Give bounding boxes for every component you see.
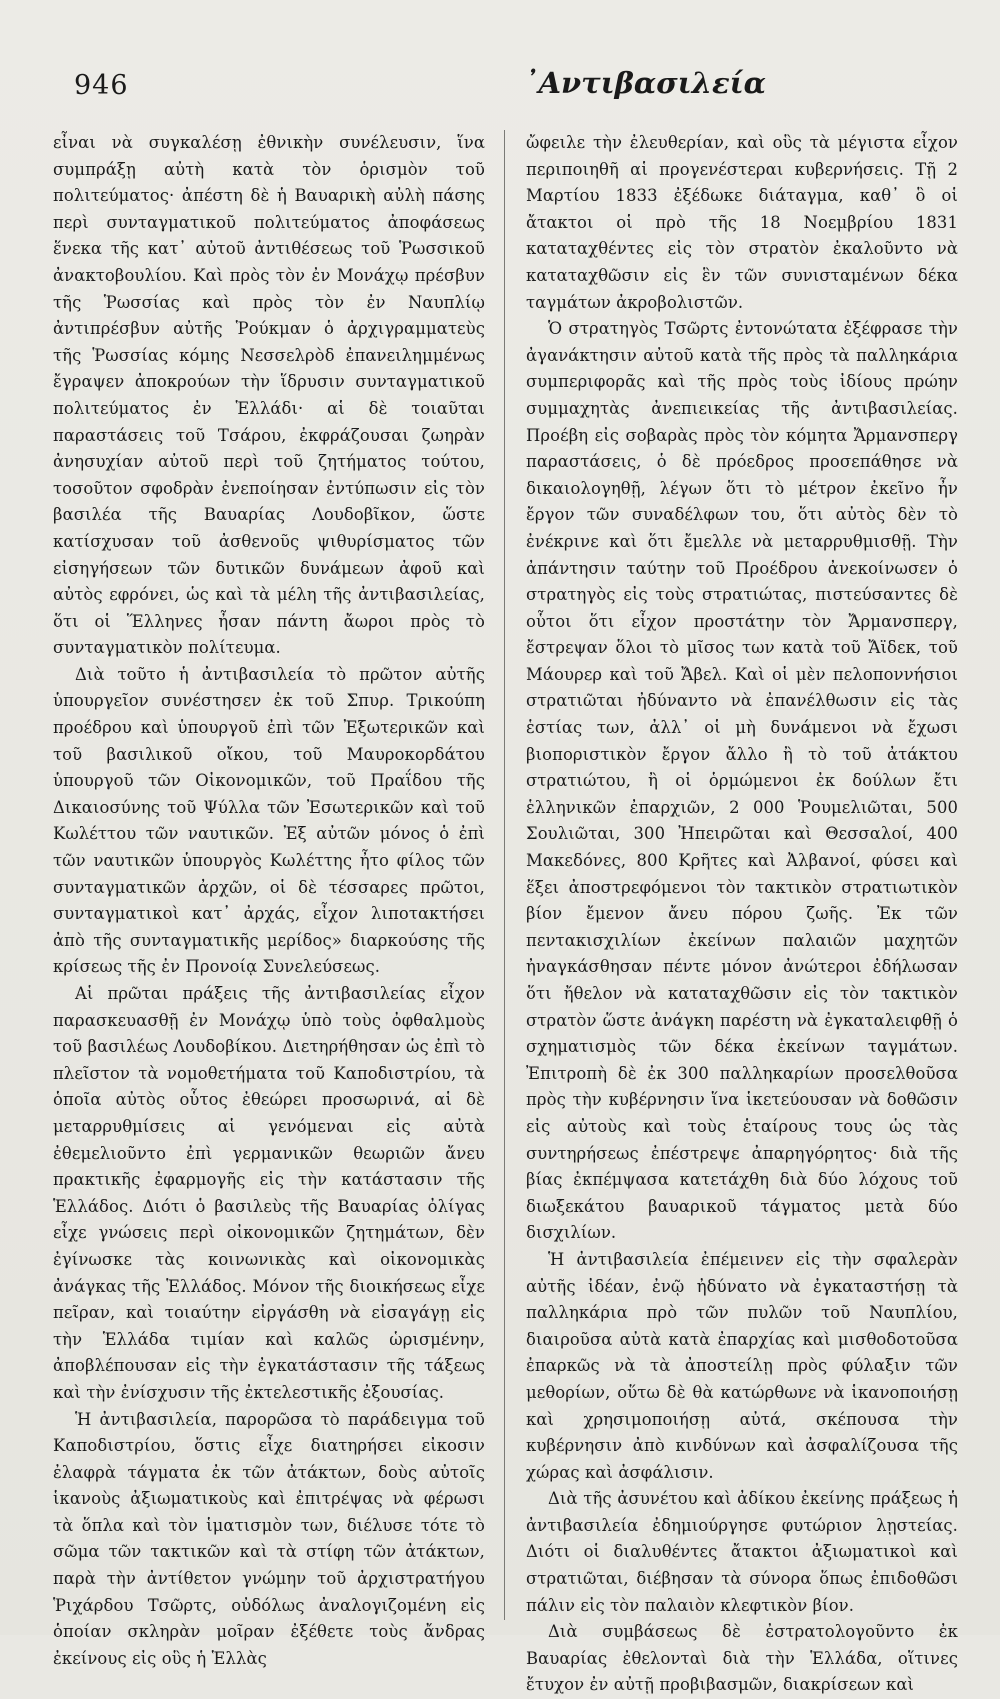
paragraph: Διὰ τῆς ἀσυνέτου καὶ ἀδίκου ἐκείνης πράξεως ἡ ἀντιβασιλεία ἐδημιούργησε φυτώριον λῃστείας. Διότι οἱ διαλυθέντες ἄτακτοι ἀξιωματικοὶ καὶ στρατιῶται, διέβησαν τὰ σύνορα ὅπως ἐπιδοθῶσι πάλιν εἰς τὸν παλαιὸν κλεφτικὸν βίον. [526, 1489, 958, 1615]
left-column [53, 130, 485, 1672]
running-head: ᾿Αντιβασιλεία [524, 66, 766, 100]
text-columns [53, 130, 958, 1695]
paragraph: ὤφειλε τὴν ἐλευθερίαν, καὶ οὓς τὰ μέγιστα εἶχον περιποιηθῆ αἱ προγενέστεραι κυβερνήσεις. Τῇ 2 Μαρτίου 1833 ἐξέδωκε διάταγμα, καθ᾿ ὃ οἱ ἄτακτοι οἱ πρὸ τῆς 18 Νοεμβρίου 1831 καταταχθέντες εἰς τὸν στρατὸν ἐκαλοῦντο νὰ καταταχθῶσιν εἰς ἓν τῶν συνισταμένων δέκα ταγμάτων ἀκροβολιστῶν. [526, 133, 958, 312]
paragraph: Ἡ ἀντιβασιλεία, παρορῶσα τὸ παράδειγμα τοῦ Καποδιστρίου, ὅστις εἶχε διατηρήσει εἰκοσιν ἐλαφρὰ τάγματα ἐκ τῶν ἀτάκτων, δοὺς αὐτοῖς ἱκανοὺς ἀξιωματικοὺς καὶ ἐπιτρέψας νὰ φέρωσι τὰ ὅπλα καὶ τὸν ἱματισμὸν των, διέλυσε τότε τὸ σῶμα τῶν τακτικῶν καὶ τὰ στίφη τῶν ἀτάκτων, παρὰ τὴν ἀντίθετον γνώμην τοῦ ἀρχιστρατήγου Ῥιχάρδου Τσῶρτς, οὐδόλως ἀναλογιζομένη εἰς ὁποίαν σκληρὰν μοῖραν ἐξέθετε τοὺς ἄνδρας ἐκείνους εἰς οὓς ἡ Ἑλλὰς [53, 1409, 485, 1668]
paragraph: Διὰ τοῦτο ἡ ἀντιβασιλεία τὸ πρῶτον αὐτῆς ὑπουργεῖον συνέστησεν ἐκ τοῦ Σπυρ. Τρικούπη προέδρου καὶ ὑπουργοῦ ἐπὶ τῶν Ἐξωτερικῶν καὶ τοῦ βασιλικοῦ οἴκου, τοῦ Μαυροκορδάτου ὑπουργοῦ τῶν Οἰκονομικῶν, τοῦ Πραΐδου τῆς Δικαιοσύνης τοῦ Ψύλλα τῶν Ἐσωτερικῶν καὶ τοῦ Κωλέττου τῶν ναυτικῶν. Ἐξ αὐτῶν μόνος ὁ ἐπὶ τῶν ναυτικῶν ὑπουργὸς Κωλέττης ἦτο φίλος τῶν συνταγματικῶν ἀρχῶν, οἱ δὲ τέσσαρες πρῶτοι, συνταγματικοὶ κατ᾿ ἀρχάς, εἶχον λιποτακτήσει ἀπὸ τῆς συνταγματικῆς μερίδος» διαρκούσης τῆς κρίσεως τῆς ἐν Προνοίᾳ Συνελεύσεως. [53, 664, 485, 977]
paragraph: Ἡ ἀντιβασιλεία ἐπέμεινεν εἰς τὴν σφαλερὰν αὐτῆς ἰδέαν, ἐνῷ ἠδύνατο νὰ ἐγκαταστήσῃ τὰ παλληκάρια πρὸ τῶν πυλῶν τοῦ Ναυπλίου, διαιροῦσα αὐτὰ κατὰ ἐπαρχίας καὶ μισθοδοτοῦσα ἐπαρκῶς νὰ τὰ ἀποστείλῃ πρὸς φύλαξιν τῶν μεθορίων, οὕτω δὲ θὰ κατώρθωνε νὰ ἱκανοποιήσῃ καὶ χρησιμοποιήσῃ αὐτά, σκέπουσα τὴν κυβέρνησιν ἀπὸ κινδύνων καὶ ἀσφαλίζουσα τῆς χώρας καὶ ἀσφάλισιν. [526, 1249, 958, 1482]
column-divider [504, 130, 505, 1620]
paragraph: Αἱ πρῶται πράξεις τῆς ἀντιβασιλείας εἶχον παρασκευασθῇ ἐν Μονάχῳ ὑπὸ τοὺς ὀφθαλμοὺς τοῦ βασιλέως Λουδοβίκου. Διετηρήθησαν ὡς ἐπὶ τὸ πλεῖστον τὰ νομοθετήματα τοῦ Καποδιστρίου, τὰ ὁποῖα αὐτὸς οὗτος ἐθεώρει προσωρινά, αἱ δὲ μεταρρυθμίσεις αἱ γενόμεναι εἰς αὐτὰ ἐθεμελιοῦντο ἐπὶ γερμανικῶν θεωριῶν ἄνευ πρακτικῆς ἐφαρμογῆς εἰς τὴν κατάστασιν τῆς Ἑλλάδος. Διότι ὁ βασιλεὺς τῆς Βαυαρίας ὀλίγας εἶχε γνώσεις περὶ οἰκονομικῶν ζητημάτων, δὲν ἐγίνωσκε τὰς κοινωνικὰς καὶ οἰκονομικὰς ἀνάγκας τῆς Ἑλλάδος. Μόνον τῆς διοικήσεως εἶχε πεῖραν, καὶ τοιαύτην εἰργάσθη νὰ εἰσαγάγῃ εἰς τὴν Ἑλλάδα τιμίαν καὶ καλῶς ὡρισμένην, ἀποβλέπουσαν εἰς τὴν ἐγκατάστασιν τῆς τάξεως καὶ τὴν ἐνίσχυσιν τῆς ἐκτελεστικῆς ἐξουσίας. [53, 984, 485, 1402]
right-column [526, 130, 958, 1699]
paragraph: εἶναι νὰ συγκαλέσῃ ἐθνικὴν συνέλευσιν, ἵνα συμπράξῃ αὐτὴ κατὰ τὸν ὁρισμὸν τοῦ πολιτεύματος· ἀπέστη δὲ ἡ Βαυαρικὴ αὐλὴ πάσης περὶ συνταγματικοῦ πολιτεύματος ἀποφάσεως ἕνεκα τῆς κατ᾿ αὐτοῦ ἀντιθέσεως τοῦ Ῥωσσικοῦ ἀνακτοβουλίου. Καὶ πρὸς τὸν ἐν Μονάχῳ πρέσβυν τῆς Ῥωσσίας καὶ πρὸς τὸν ἐν Ναυπλίῳ ἀντιπρέσβυν αὐτῆς Ῥούκμαν ὁ ἀρχιγραμματεὺς τῆς Ῥωσσίας κόμης Νεσσελρὸδ ἐπανειλημμένως ἔγραψεν ἀποκρούων τὴν ἵδρυσιν συνταγματικοῦ πολιτεύματος ἐν Ἑλλάδι· αἱ δὲ τοιαῦται παραστάσεις τοῦ Τσάρου, ἐκφράζουσαι ζωηρὰν ἀνησυχίαν αὐτοῦ περὶ τοῦ ζητήματος τούτου, τοσοῦτον σφοδρὰν ἐνεποίησαν ἐντύπωσιν εἰς τὸν βασιλέα τῆς Βαυαρίας Λουδοβῖκον, ὥστε κατίσχυσαν τοῦ ἀσθενοῦς ψιθυρίσματος τῶν εἰσηγήσεων τῶν δυτικῶν δυνάμεων ἀφοῦ καὶ αὐτὸς εφρόνει, ὡς καὶ τὰ μέλη τῆς ἀντιβασιλείας, ὅτι οἱ Ἕλληνες ἦσαν πάντη ἄωροι πρὸς τὸ συνταγματικὸν πολίτευμα. [53, 133, 485, 658]
paragraph: Διὰ συμβάσεως δὲ ἐστρατολογοῦντο ἐκ Βαυαρίας ἐθελονταὶ διὰ τὴν Ἑλλάδα, οἵτινες ἔτυχον ἐν αὐτῇ προβιβασμῶν, διακρίσεων καὶ [526, 1622, 958, 1695]
page-number: 946 [74, 70, 129, 101]
page-header [74, 62, 934, 106]
paragraph: Ὁ στρατηγὸς Τσῶρτς ἐντονώτατα ἐξέφρασε τὴν ἀγανάκτησιν αὐτοῦ κατὰ τῆς πρὸς τὰ παλληκάρια συμπεριφορᾶς καὶ τῆς πρὸς τοὺς ἰδίους πρώην συμμαχητὰς ἀνεπιεικείας τῆς ἀντιβασιλείας. Προέβη εἰς σοβαρὰς πρὸς τὸν κόμητα Ἄρμανσπεργ παραστάσεις, ὁ δὲ πρόεδρος προσεπάθησε νὰ δικαιολογηθῇ, λέγων ὅτι τὸ μέτρον ἐκεῖνο ἦν ἔργον τῶν συναδέλφων του, ὅτι αὐτὸς δὲν τὸ ἐνέκρινε καὶ ὅτι ἔμελλε νὰ μεταρρυθμισθῇ. Τὴν ἀπάντησιν ταύτην τοῦ Προέδρου ἀνεκοίνωσεν ὁ στρατηγὸς εἰς τοὺς στρατιώτας, πιστεύσαντες δὲ οὗτοι ὅτι εἶχον προστάτην τὸν Ἄρμανσπεργ, ἔστρεψαν ὅλοι τὸ μῖσος των κατὰ τοῦ Ἄϊδεκ, τοῦ Μάουρερ καὶ τοῦ Ἄβελ. Καὶ οἱ μὲν πελοποννήσιοι στρατιῶται ἠδύναντο νὰ ἐπανέλθωσιν εἰς τὰς ἑστίας των, ἀλλ᾿ οἱ μὴ δυνάμενοι νὰ ἔχωσι βιοποριστικὸν ἔργον ἄλλο ἢ τὸ τοῦ ἀτάκτου στρατιώτου, ἢ οἱ ὁρμώμενοι ἐκ δούλων ἔτι ἑλληνικῶν ἐπαρχιῶν, 2 000 Ῥουμελιῶται, 500 Σουλιῶται, 300 Ἠπειρῶται καὶ Θεσσαλοί, 400 Μακεδόνες, 800 Κρῆτες καὶ Ἀλβανοί, φύσει καὶ ἕξει ἀποστρεφόμενοι τὸν τακτικὸν στρατιωτικὸν βίον ἔμενον ἄνευ πόρου ζωῆς. Ἐκ τῶν πεντακισχιλίων ἐκείνων παλαιῶν μαχητῶν ἠναγκάσθησαν πέντε μόνον ἀνώτεροι ἐδήλωσαν ὅτι ἤθελον νὰ καταταχθῶσιν εἰς τὸν τακτικὸν στρατὸν ὥστε ἀνάγκη παρέστη νὰ ἐγκαταλειφθῇ ὁ σχηματισμὸς τῶν δέκα ἐκείνων ταγμάτων. Ἐπιτροπὴ δὲ ἐκ 300 παλληκαρίων προσελθοῦσα πρὸς τὴν κυβέρνησιν ἵνα ἱκετεύουσαν νὰ δοθῶσιν εἰς αὐτοὺς καὶ τοὺς ἑταίρους τους ὡς τὰς συντηρήσεως ἐπέστρεψε ἀπαρηγόρητος· διὰ τῆς βίας ἐκπέμψασα κατετάχθη διὰ δύο λόχους τοῦ διωξεκάτου βαυαρικοῦ τάγματος μετὰ δύο δισχιλίων. [526, 319, 958, 1243]
